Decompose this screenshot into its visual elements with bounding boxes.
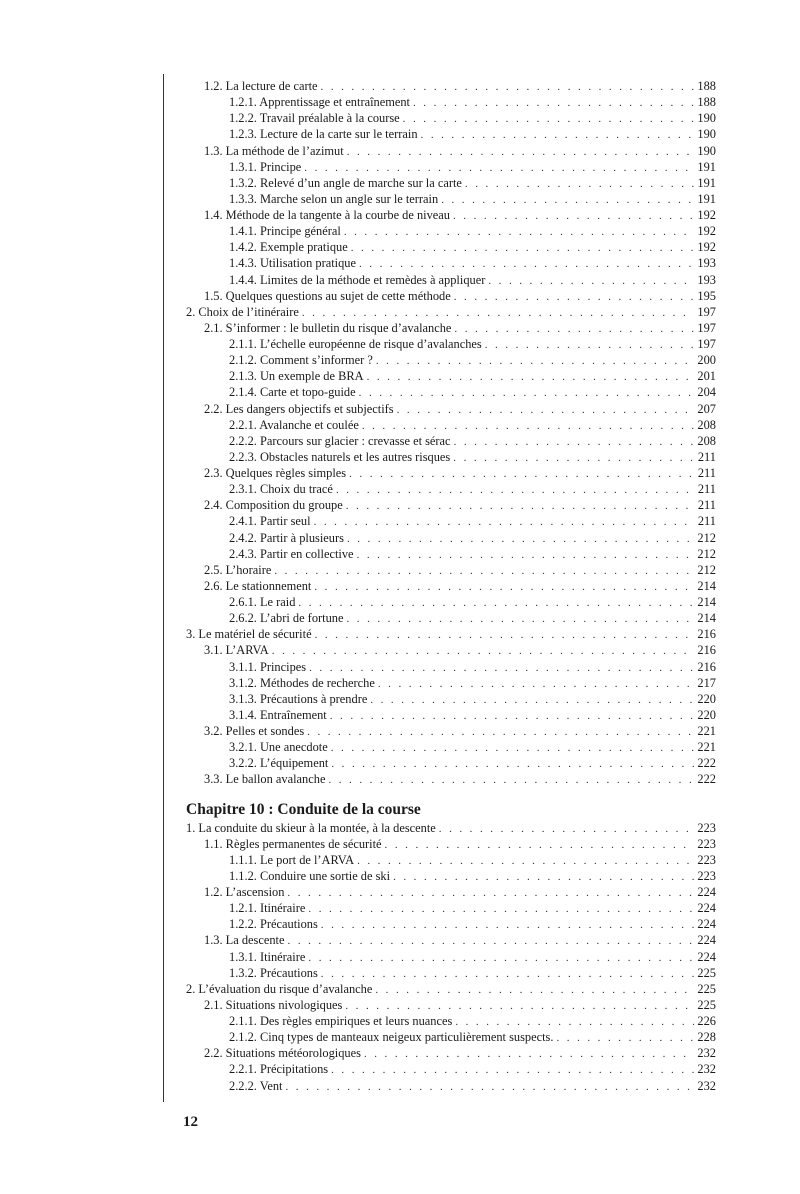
toc-entry-page: 232 xyxy=(697,1046,716,1061)
toc-entry xyxy=(186,771,716,787)
toc-entry xyxy=(186,562,716,578)
dot-leader xyxy=(345,998,694,1014)
dot-leader xyxy=(347,531,694,547)
toc-entry-page: 211 xyxy=(697,498,716,513)
toc-entry-label: 3.2.2. L’équipement xyxy=(229,756,329,771)
toc-entry-label: 2.1. Situations nivologiques xyxy=(204,997,343,1012)
dot-leader xyxy=(314,514,695,530)
dot-leader xyxy=(298,595,694,611)
toc-entry-label: 1. La conduite du skieur à la montée, à la descente xyxy=(186,820,436,835)
toc-entry xyxy=(186,626,716,642)
toc-entry-page: 228 xyxy=(697,1030,716,1045)
dot-leader xyxy=(485,337,695,353)
dot-leader xyxy=(397,402,695,418)
toc-entry-page: 225 xyxy=(697,981,716,996)
toc-entry-page: 223 xyxy=(697,868,716,883)
dot-leader xyxy=(362,418,695,434)
dot-leader xyxy=(357,547,695,563)
toc-entry xyxy=(186,78,716,94)
toc-entry-page: 201 xyxy=(697,369,716,384)
toc-entry xyxy=(186,997,716,1013)
toc-entry xyxy=(186,465,716,481)
toc-entry xyxy=(186,836,716,852)
toc-entry xyxy=(186,707,716,723)
toc-entry xyxy=(186,368,716,384)
page-number: 12 xyxy=(183,1114,198,1130)
toc-entry-label: 1.1.1. Le port de l’ARVA xyxy=(229,852,355,867)
toc-entry-label: 1.2.1. Itinéraire xyxy=(229,901,306,916)
toc-entry xyxy=(186,433,716,449)
dot-leader xyxy=(367,369,695,385)
dot-leader xyxy=(454,321,694,337)
dot-leader xyxy=(321,966,695,982)
dot-leader xyxy=(465,176,694,192)
toc-entry xyxy=(186,546,716,562)
toc-entry-label: 1.4. Méthode de la tangente à la courbe de niveau xyxy=(204,208,450,222)
toc-entry-label: 2.1.1. L’échelle européenne de risque d’avalanches xyxy=(229,337,482,351)
toc-entry xyxy=(186,755,716,771)
left-margin-rule xyxy=(163,74,164,1102)
toc-entry-label: 1.2. La lecture de carte xyxy=(204,79,318,93)
toc-entry-label: 1.2. L’ascension xyxy=(204,885,285,899)
toc-entry-label: 1.2.2. Précautions xyxy=(229,917,318,932)
toc-entry-label: 1.3.2. Précautions xyxy=(229,965,318,980)
toc-entry-label: 2.1.2. Comment s’informer ? xyxy=(229,353,373,368)
toc-entry-label: 1.3. La méthode de l’azimut xyxy=(204,143,344,158)
toc-entry-page: 221 xyxy=(697,740,716,755)
toc-entry-label: 2.3. Quelques règles simples xyxy=(204,466,347,480)
dot-leader xyxy=(421,127,695,143)
toc-entry-label: 1.3. La descente xyxy=(204,933,285,948)
toc-entry-label: 2.2. Situations météorologiques xyxy=(204,1046,361,1061)
toc-entry-label: 3.3. Le ballon avalanche xyxy=(204,772,326,787)
dot-leader xyxy=(307,724,694,740)
toc-entry xyxy=(186,223,716,239)
toc-entry xyxy=(186,916,716,932)
toc-entry-label: 2.4.2. Partir à plusieurs xyxy=(229,530,344,545)
dot-leader xyxy=(359,385,695,401)
dot-leader xyxy=(441,192,694,208)
toc-entry-page: 197 xyxy=(697,304,716,319)
toc-entry-page: 214 xyxy=(697,578,716,593)
dot-leader xyxy=(393,869,694,885)
toc-entry-label: 2.2.3. Obstacles naturels et les autres risques xyxy=(229,449,451,464)
toc-entry xyxy=(186,143,716,159)
toc-entry-label: 2.2.1. Avalanche et coulée xyxy=(229,417,359,432)
dot-leader xyxy=(285,1079,694,1095)
toc-entry xyxy=(186,1013,716,1029)
dot-leader xyxy=(321,917,695,933)
toc-entry-label: 2.4. Composition du groupe xyxy=(204,498,343,513)
dot-leader xyxy=(453,208,694,224)
dot-leader xyxy=(364,1046,694,1062)
toc-section-a xyxy=(186,78,716,788)
toc-entry xyxy=(186,417,716,433)
toc-entry xyxy=(186,401,716,417)
dot-leader xyxy=(454,434,695,450)
toc-entry-page: 190 xyxy=(697,143,716,158)
dot-leader xyxy=(413,95,694,111)
toc-entry xyxy=(186,304,716,320)
toc-entry-page: 220 xyxy=(697,707,716,722)
dot-leader xyxy=(556,1030,694,1046)
toc-entry-label: 1.5. Quelques questions au sujet de cette méthode xyxy=(204,288,451,303)
dot-leader xyxy=(351,240,695,256)
toc-section-b xyxy=(186,820,716,1094)
toc-entry xyxy=(186,578,716,594)
toc-entry-page: 191 xyxy=(697,175,716,190)
toc-entry xyxy=(186,207,716,223)
toc-entry xyxy=(186,1078,716,1094)
dot-leader xyxy=(336,482,695,498)
toc-entry-page: 207 xyxy=(697,401,716,416)
toc-entry-page: 221 xyxy=(697,724,716,738)
toc-entry xyxy=(186,497,716,513)
toc-entry xyxy=(186,965,716,981)
dot-leader xyxy=(453,450,695,466)
toc-entry-page: 224 xyxy=(697,933,716,948)
dot-leader xyxy=(321,79,695,95)
toc-entry-page: 222 xyxy=(697,756,716,771)
toc-entry-page: 217 xyxy=(697,675,716,690)
toc-entry-page: 190 xyxy=(697,127,716,142)
toc-entry-page: 204 xyxy=(697,385,716,400)
toc-entry-page: 200 xyxy=(697,353,716,368)
dot-leader xyxy=(288,933,695,949)
toc-entry xyxy=(186,981,716,997)
toc-entry-label: 1.4.1. Principe général xyxy=(229,224,341,239)
toc-entry-page: 222 xyxy=(697,772,716,787)
dot-leader xyxy=(308,950,694,966)
toc-entry-label: 2.6. Le stationnement xyxy=(204,578,312,593)
dot-leader xyxy=(346,611,694,627)
toc-entry-page: 224 xyxy=(697,885,716,899)
toc-entry xyxy=(186,255,716,271)
dot-leader xyxy=(347,144,695,160)
toc-entry-page: 220 xyxy=(697,691,716,706)
toc-entry-label: 2.2.2. Vent xyxy=(229,1078,283,1093)
dot-leader xyxy=(328,772,694,788)
toc-entry-label: 2. L’évaluation du risque d’avalanche xyxy=(186,981,373,996)
dot-leader xyxy=(309,660,694,676)
toc-entry xyxy=(186,175,716,191)
toc-entry-label: 2. Choix de l’itinéraire xyxy=(186,304,299,319)
toc-entry xyxy=(186,530,716,546)
toc-entry-label: 1.3.1. Principe xyxy=(229,159,302,174)
toc-entry-label: 2.6.2. L’abri de fortune xyxy=(229,611,344,626)
toc-entry-label: 1.2.1. Apprentissage et entraînement xyxy=(229,95,410,110)
toc-entry-page: 232 xyxy=(697,1078,716,1093)
dot-leader xyxy=(370,692,694,708)
toc-entry xyxy=(186,932,716,948)
toc-entry-label: 1.3.1. Itinéraire xyxy=(229,949,306,964)
dot-leader xyxy=(439,821,695,837)
toc-entry-page: 224 xyxy=(697,949,716,964)
toc-entry-label: 3.1.3. Précautions à prendre xyxy=(229,691,368,706)
dot-leader xyxy=(455,1014,694,1030)
toc-entry xyxy=(186,126,716,142)
toc-entry xyxy=(186,288,716,304)
toc-entry-page: 216 xyxy=(697,627,716,642)
toc-entry-page: 190 xyxy=(697,111,716,126)
toc-entry-label: 1.1. Règles permanentes de sécurité xyxy=(204,836,382,851)
toc-entry xyxy=(186,691,716,707)
dot-leader xyxy=(376,353,695,369)
toc-entry-page: 191 xyxy=(697,191,716,206)
toc-entry-label: 2.5. L’horaire xyxy=(204,562,272,577)
toc-entry xyxy=(186,723,716,739)
toc-entry xyxy=(186,868,716,884)
toc-entry-label: 2.1.3. Un exemple de BRA xyxy=(229,369,364,384)
toc-entry xyxy=(186,739,716,755)
toc-entry xyxy=(186,191,716,207)
toc-entry xyxy=(186,159,716,175)
dot-leader xyxy=(344,224,695,240)
toc-entry-label: 2.1. S’informer : le bulletin du risque d’avalanche xyxy=(204,320,452,335)
toc-entry-page: 224 xyxy=(697,917,716,932)
toc-entry xyxy=(186,352,716,368)
toc-entry xyxy=(186,320,716,336)
toc-entry-page: 225 xyxy=(697,997,716,1012)
dot-leader xyxy=(378,676,695,692)
dot-leader xyxy=(385,837,695,853)
toc-entry-page: 212 xyxy=(697,546,716,561)
toc-entry-page: 226 xyxy=(697,1014,716,1028)
toc-entry xyxy=(186,820,716,836)
dot-leader xyxy=(454,289,695,305)
toc-entry-page: 225 xyxy=(697,965,716,980)
toc-entry-page: 193 xyxy=(697,256,716,271)
dot-leader xyxy=(331,1062,694,1078)
toc-entry xyxy=(186,384,716,400)
toc-entry-page: 195 xyxy=(697,288,716,303)
toc-entry-label: 1.4.2. Exemple pratique xyxy=(229,240,348,255)
dot-leader xyxy=(315,627,695,643)
toc-entry xyxy=(186,659,716,675)
toc-entry-page: 212 xyxy=(697,530,716,545)
toc-entry-page: 197 xyxy=(697,337,716,351)
toc-entry-label: 1.3.2. Relevé d’un angle de marche sur la carte xyxy=(229,175,462,190)
dot-leader xyxy=(308,901,694,917)
dot-leader xyxy=(272,643,695,659)
toc-entry-label: 2.1.4. Carte et topo-guide xyxy=(229,385,356,400)
toc-entry-page: 212 xyxy=(697,562,716,577)
dot-leader xyxy=(331,756,694,772)
toc-entry xyxy=(186,481,716,497)
toc-entry-label: 1.3.3. Marche selon un angle sur le terrain xyxy=(229,191,439,206)
toc-entry xyxy=(186,110,716,126)
toc-entry-page: 208 xyxy=(697,417,716,432)
dot-leader xyxy=(375,982,694,998)
dot-leader xyxy=(357,853,694,869)
dot-leader xyxy=(359,256,694,272)
chapter-title: Chapitre 10 : Conduite de la course xyxy=(186,800,421,818)
toc-entry-page: 214 xyxy=(697,611,716,626)
dot-leader xyxy=(274,563,694,579)
toc-entry-page: 216 xyxy=(697,643,716,658)
toc-entry-page: 188 xyxy=(697,95,716,110)
toc-entry-label: 1.2.2. Travail préalable à la course xyxy=(229,111,400,126)
toc-entry-page: 211 xyxy=(697,449,716,464)
toc-entry xyxy=(186,1045,716,1061)
toc-entry-label: 2.2.2. Parcours sur glacier : crevasse et sérac xyxy=(229,433,451,448)
toc-entry xyxy=(186,594,716,610)
toc-entry-page: 211 xyxy=(697,466,716,480)
toc-entry-page: 214 xyxy=(697,595,716,609)
toc-entry-page: 208 xyxy=(697,433,716,448)
toc-entry xyxy=(186,1029,716,1045)
toc-entry-label: 2.4.1. Partir seul xyxy=(229,514,311,529)
toc-entry-page: 232 xyxy=(697,1062,716,1077)
toc-entry-label: 2.3.1. Choix du tracé xyxy=(229,482,333,497)
toc-entry-page: 223 xyxy=(697,820,716,835)
toc-entry-page: 193 xyxy=(697,272,716,287)
toc-entry xyxy=(186,336,716,352)
dot-leader xyxy=(287,885,694,901)
dot-leader xyxy=(304,160,694,176)
dot-leader xyxy=(349,466,695,482)
toc-entry-page: 223 xyxy=(697,852,716,867)
toc-entry-label: 1.1.2. Conduire une sortie de ski xyxy=(229,868,391,883)
dot-leader xyxy=(314,579,694,595)
toc-entry xyxy=(186,852,716,868)
toc-entry-label: 2.2. Les dangers objectifs et subjectifs xyxy=(204,401,394,416)
toc-entry-label: 3.1. L’ARVA xyxy=(204,643,269,658)
toc-entry xyxy=(186,675,716,691)
toc-entry-page: 188 xyxy=(697,79,716,93)
toc-entry xyxy=(186,94,716,110)
toc-entry-page: 216 xyxy=(697,659,716,674)
toc-entry-label: 3.2.1. Une anecdote xyxy=(229,740,328,755)
toc-entry-label: 3.2. Pelles et sondes xyxy=(204,724,305,738)
toc-entry xyxy=(186,513,716,529)
toc-entry xyxy=(186,642,716,658)
toc-entry xyxy=(186,610,716,626)
toc-entry-label: 3.1.4. Entraînement xyxy=(229,707,327,722)
toc-entry xyxy=(186,1061,716,1077)
toc-entry xyxy=(186,272,716,288)
toc-entry-page: 192 xyxy=(697,240,716,255)
dot-leader xyxy=(488,273,694,289)
toc-entry xyxy=(186,884,716,900)
dot-leader xyxy=(330,708,695,724)
toc-entry-label: 3.1.2. Méthodes de recherche xyxy=(229,675,375,690)
table-of-contents xyxy=(186,78,716,1094)
toc-entry-page: 192 xyxy=(697,224,716,239)
toc-entry-page: 197 xyxy=(697,320,716,335)
toc-entry xyxy=(186,239,716,255)
toc-entry xyxy=(186,449,716,465)
toc-entry-label: 1.4.4. Limites de la méthode et remèdes à appliquer xyxy=(229,272,486,287)
toc-entry-label: 2.1.1. Des règles empiriques et leurs nuances xyxy=(229,1014,453,1028)
toc-entry-page: 192 xyxy=(697,208,716,222)
toc-entry-label: 2.4.3. Partir en collective xyxy=(229,546,354,561)
toc-entry-page: 211 xyxy=(697,514,716,529)
dot-leader xyxy=(403,111,695,127)
dot-leader xyxy=(331,740,695,756)
toc-entry-page: 191 xyxy=(697,159,716,174)
dot-leader xyxy=(346,498,695,514)
dot-leader xyxy=(302,305,695,321)
toc-entry-page: 211 xyxy=(697,482,716,497)
toc-entry-label: 2.1.2. Cinq types de manteaux neigeux particulièrement suspects. xyxy=(229,1030,554,1045)
toc-entry-page: 224 xyxy=(697,901,716,916)
toc-entry-label: 1.4.3. Utilisation pratique xyxy=(229,256,356,271)
toc-entry-label: 3.1.1. Principes xyxy=(229,659,307,674)
toc-entry-page: 223 xyxy=(697,836,716,851)
toc-entry-label: 2.6.1. Le raid xyxy=(229,595,296,609)
toc-entry xyxy=(186,949,716,965)
toc-entry-label: 1.2.3. Lecture de la carte sur le terrain xyxy=(229,127,418,142)
toc-entry xyxy=(186,900,716,916)
toc-entry-label: 2.2.1. Précipitations xyxy=(229,1062,329,1077)
toc-entry-label: 3. Le matériel de sécurité xyxy=(186,627,312,642)
